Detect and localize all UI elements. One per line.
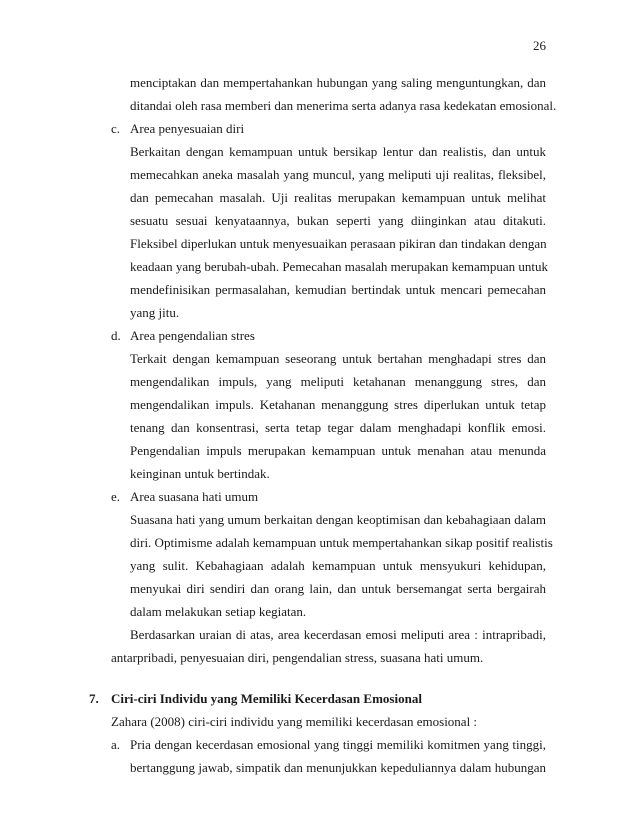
list-item-c xyxy=(111,120,546,137)
body-line-22: Berdasarkan uraian di atas, area kecerdasan emosi meliputi area : intrapribadi, xyxy=(130,627,546,642)
section-heading xyxy=(89,690,546,707)
body-line-7: Fleksibel diperlukan untuk menyesuaikan perasaan pikiran dan tindakan dengan xyxy=(130,236,547,251)
body-line-12: mengendalikan impuls, yang meliputi ketahanan menanggung stres, dan xyxy=(130,374,546,389)
body-line-13: mengendalikan impuls. Ketahanan menanggung stres diperlukan untuk tetap xyxy=(130,397,546,412)
body-line-17: Suasana hati yang umum berkaitan dengan keoptimisan dan kebahagiaan dalam xyxy=(130,512,546,527)
list-item-d xyxy=(111,327,546,344)
body-line-25: bertanggung jawab, simpatik dan menunjukkan kepeduliannya dalam hubungan xyxy=(130,760,546,775)
body-line-2: ditandai oleh rasa memberi dan menerima serta adanya rasa kedekatan emosional. xyxy=(130,98,557,113)
body-line-20: menyukai diri sendiri dan orang lain, dan untuk bersemangat serta bergairah xyxy=(130,581,546,596)
body-line-16: keinginan untuk bertindak. xyxy=(130,466,270,481)
body-line-24: Zahara (2008) ciri-ciri individu yang memiliki kecerdasan emosional : xyxy=(111,714,478,729)
body-line-3: Berkaitan dengan kemampuan untuk bersikap lentur dan realistis, dan untuk xyxy=(130,144,546,159)
section-number: 7. xyxy=(89,691,99,706)
body-line-14: tenang dan konsentrasi, serta tetap tegar dalam menghadapi konflik emosi. xyxy=(130,420,546,435)
body-line-9: mendefinisikan permasalahan, kemudian bertindak untuk mencari pemecahan xyxy=(130,282,546,297)
list-item-a xyxy=(111,736,546,753)
body-line-6: sesuatu sesuai kenyataannya, bukan seperti yang diinginkan atau ditakuti. xyxy=(130,213,546,228)
body-line-19: yang sulit. Kebahagiaan adalah kemampuan untuk mensyukuri kehidupan, xyxy=(130,558,546,573)
body-line-8: keadaan yang berubah-ubah. Pemecahan masalah merupakan kemampuan untuk xyxy=(130,259,548,274)
body-line-11: Terkait dengan kemampuan seseorang untuk bertahan menghadapi stres dan xyxy=(130,351,546,366)
page-number: 26 xyxy=(533,38,546,53)
body-line-15: Pengendalian impuls merupakan kemampuan untuk menahan atau menunda xyxy=(130,443,546,458)
body-line-18: diri. Optimisme adalah kemampuan untuk mempertahankan sikap positif realistis xyxy=(130,535,553,550)
list-item-e xyxy=(111,488,546,505)
body-line-5: dan pemecahan masalah. Uji realitas merupakan kemampuan untuk melihat xyxy=(130,190,546,205)
section-title: Ciri-ciri Individu yang Memiliki Kecerdasan Emosional xyxy=(111,691,422,706)
list-label: d. xyxy=(111,328,121,343)
list-item-title: Area pengendalian stres xyxy=(130,328,255,343)
list-item-title: Area penyesuaian diri xyxy=(130,121,245,136)
list-label: e. xyxy=(111,489,121,504)
body-line-10: yang jitu. xyxy=(130,305,180,320)
body-line-4: memecahkan aneka masalah yang muncul, yang meliputi uji realitas, fleksibel, xyxy=(130,167,546,182)
list-label: c. xyxy=(111,121,121,136)
body-line-23: antarpribadi, penyesuaian diri, pengendalian stress, suasana hati umum. xyxy=(111,650,484,665)
list-item-title: Area suasana hati umum xyxy=(130,489,259,504)
body-line-21: dalam melakukan setiap kegiatan. xyxy=(130,604,307,619)
body-line-1: menciptakan dan mempertahankan hubungan yang saling menguntungkan, dan xyxy=(130,75,546,90)
list-label: a. xyxy=(111,737,121,752)
list-item-title: Pria dengan kecerdasan emosional yang tinggi memiliki komitmen yang tinggi, xyxy=(130,737,546,752)
